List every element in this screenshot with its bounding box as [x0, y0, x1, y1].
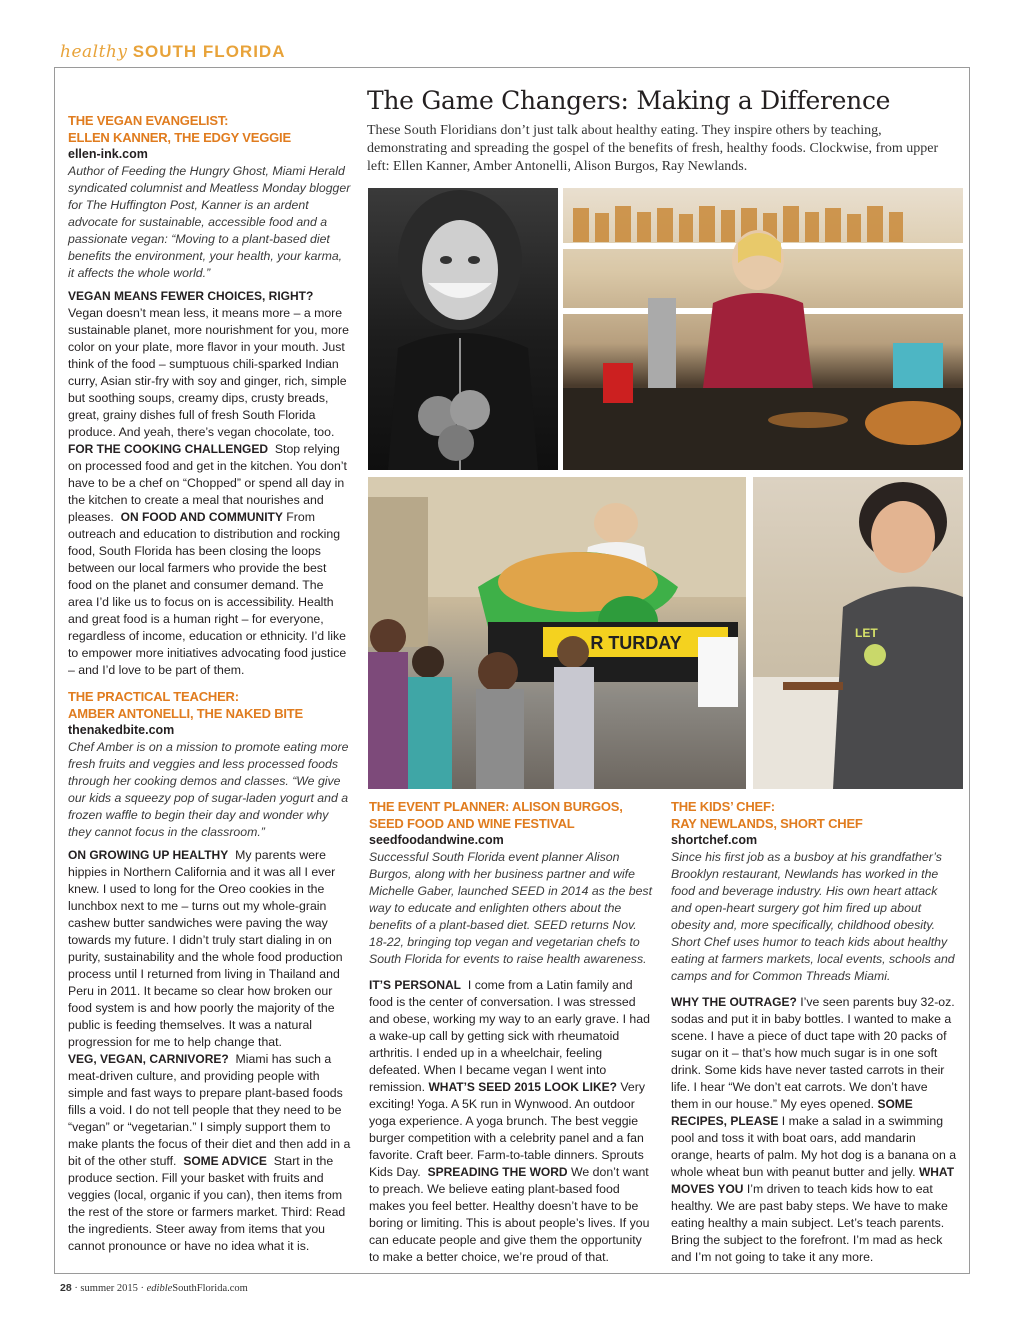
website-url: thenakedbite.com: [68, 723, 175, 737]
portrait-illustration: [368, 188, 558, 470]
footer-issue: · summer 2015 ·: [71, 1283, 147, 1294]
chef-illustration: [753, 477, 963, 789]
kicker: RAY NEWLANDS, SHORT CHEF: [671, 816, 863, 831]
answer: I make a salad in a swimming pool and toss it with boat oars, add mandarin orange, hearts of palm. My hot dog is a banana on a whole wheat bun with peanut butter and jelly.: [671, 1114, 957, 1179]
column-2: [369, 798, 654, 1266]
question-heading: SOME RECIPES, PLEASE: [671, 1097, 913, 1128]
footer-pub-italic: edible: [146, 1283, 173, 1294]
bio: Since his first job as a busboy at his grandfather’s Brooklyn restaurant, Newlands has worked in the food and beverage industry. His own heart attack and open-heart surgery got him fired up about obesity and, more specifically, childhood obesity. Short Chef uses humor to teach kids about healthy eating at farmers markets, local events, schools and camps and for Common Threads Miami.: [671, 850, 955, 983]
question-heading: SPREADING THE WORD: [427, 1165, 568, 1179]
question-heading: IT’S PERSONAL: [369, 978, 462, 992]
question-heading: SOME ADVICE: [183, 1154, 267, 1168]
answer: We don’t want to preach. We believe eating plant-based food makes you feel better. Healthy doesn’t have to be boring or limiting. This is about people’s lives. If you can educate people and give them the opportunity to make a better choice, we’re proud of that.: [369, 1165, 650, 1264]
answer: Vegan doesn’t mean less, it means more – a more sustainable planet, more nourishment for you, more color on your plate, more flavor in your mouth. Just think of the food – sumptuous chili-sparked Indian curry, Asian stir-fry with soy and ginger, rich, simple but soothing soups, creamy dips, crusty breads, great, grainy dishes full of fresh South Florida produce. And yeah, there’s vegan chocolate, too.: [68, 306, 349, 439]
section-name: SOUTH FLORIDA: [132, 42, 286, 61]
kicker: THE EVENT PLANNER: ALISON BURGOS,: [369, 799, 623, 814]
kicker: THE VEGAN EVANGELIST:: [68, 113, 229, 128]
bio: Successful South Florida event planner Alison Burgos, along with her business partner and wife Michelle Gaber, launched SEED in 2014 as the best way to educate and enlighten others about the benefits of a plant-based diet. SEED returns Nov. 18-22, bringing top vegan and vegetarian chefs to South Florida for events to raise health awareness.: [369, 850, 653, 966]
paragraph: [68, 847, 351, 1051]
section-header: [60, 42, 285, 62]
kicker: THE PRACTICAL TEACHER:: [68, 689, 239, 704]
answer: Start in the produce section. Fill your basket with fruits and veggies (local, organic if you can), then items from the rest of the store or farmers market. Third: Read the ingredients. Steer away from items that you cannot pronounce or have no idea what it is.: [68, 1154, 346, 1253]
deck: These South Floridians don’t just talk about healthy eating. They inspire others by teaching, demonstrating and spreading the gospel of the benefits of fresh, healthy foods. Clockwise, from upper left: Ellen Kanner, Amber Antonelli, Alison Burgos, Ray Newlands.: [367, 123, 939, 174]
bio: Author of Feeding the Hungry Ghost, Miami Herald syndicated columnist and Meatless Monday blogger for The Huffington Post, Kanner is an ardent advocate for sustainable, accessible food and a passionate vegan: “Moving to a plant-based diet benefits the environment, your health, your karma, it affects the whole world.”: [68, 164, 351, 280]
question-heading: FOR THE COOKING CHALLENGED: [68, 442, 268, 456]
shirt-text: LET: [855, 626, 878, 640]
column-3: [671, 798, 958, 1266]
paragraph: [671, 994, 958, 1266]
website-url: seedfoodandwine.com: [369, 833, 504, 847]
kicker: SEED FOOD AND WINE FESTIVAL: [369, 816, 575, 831]
answer: I come from a Latin family and food is the center of conversation. I was stressed and obese, working my way to an early grave. I had a wake-up call by getting sick with rheumatoid arthritis. I ended up in a wheelchair, feeling defeated. When I became vegan I went into remission.: [369, 978, 650, 1094]
question-heading: WHAT MOVES YOU: [671, 1165, 955, 1196]
answer: I’m driven to teach kids how to eat healthy. We are past baby steps. We have to make eating healthy a main subject. Let’s teach parents. Bring the subject to the forefront. I’m mad as heck and I’m not going to take it any more.: [671, 1182, 948, 1264]
question-heading: ON GROWING UP HEALTHY: [68, 848, 229, 862]
question-heading: VEGAN MEANS FEWER CHOICES, RIGHT?: [68, 289, 314, 303]
column-1: [68, 112, 351, 1255]
question-heading: VEG, VEGAN, CARNIVORE?: [68, 1052, 229, 1066]
paragraph: [68, 1051, 351, 1255]
photo-alison-burgos-event: [368, 477, 746, 789]
photo-ellen-kanner: [368, 188, 558, 470]
answer: My parents were hippies in Northern California and it was all I ever knew. I used to long for the Oreo cookies in the lunchbox next to me – turns out my whole-grain cashew butter sandwiches were paving the way towards my future. I didn’t truly start dialing in on purity, sustainability and the whole food production process until I returned from living in Thailand and Peru in 2011. It became so clear how broken our food system is and how poorly the majority of the public is feeding themselves. It was a natural progression for me to help change that.: [68, 848, 343, 1049]
page-number: 28: [60, 1282, 72, 1294]
kicker: AMBER ANTONELLI, THE NAKED BITE: [68, 706, 304, 721]
website-url: ellen-ink.com: [68, 147, 148, 161]
question-heading: WHAT’S SEED 2015 LOOK LIKE?: [428, 1080, 617, 1094]
paragraph: [369, 977, 654, 1266]
kicker: ELLEN KANNER, THE EDGY VEGGIE: [68, 130, 291, 145]
question-heading: ON FOOD AND COMMUNITY: [120, 510, 283, 524]
saturday-sign-text: R TURDAY: [590, 633, 682, 653]
answer: Stop relying on processed food and get in the kitchen. You don’t have to be a chef on “Chopped” or spend all day in the kitchen to create a meal that nourishes and pleases.: [68, 442, 347, 524]
section-prefix: healthy: [60, 42, 128, 62]
headline: The Game Changers: Making a Difference: [367, 86, 891, 115]
kicker: THE KIDS’ CHEF:: [671, 799, 775, 814]
photo-ray-newlands: [753, 477, 963, 789]
answer: Miami has such a meat-driven culture, and providing people with simple and fast ways to prepare plant-based foods fills a void. I do not tell people that they need to be “vegan” or “vegetarian.” I simply support them to make plants the focus of their diet and then add in a bit of the other stuff.: [68, 1052, 351, 1168]
event-illustration: [368, 477, 746, 789]
page-footer: [60, 1282, 248, 1294]
question-heading: WHY THE OUTRAGE?: [671, 995, 797, 1009]
answer: I’ve seen parents buy 32-oz. sodas and put it in baby bottles. I wanted to make a scene. I have a piece of duct tape with 20 packs of sugar on it – that’s how much sugar is in one soft drink. Some kids have never tasted carrots in their life. I hear “We don’t eat carrots. We don’t have them in our house.” My eyes opened.: [671, 995, 955, 1111]
website-url: shortchef.com: [671, 833, 758, 847]
answer: Very exciting! Yoga. A 5K run in Wynwood. An outdoor yoga experience. A yoga brunch. The best veggie burger competition with a celebrity panel and a fan favorite. Craft beer. Farm-to-table dinners. Sprouts Kids Day.: [369, 1080, 645, 1179]
footer-pub: SouthFlorida.com: [172, 1283, 248, 1294]
answer: From outreach and education to distribution and rocking food, South Florida has been closing the loops between our local farmers who provide the best food on the planet and consumer demand. The area I’d like us to focus on is accessibility. Health and great food is a human right – for everyone, regardless of income, education or ethnicity. I’d like to empower more initiatives advocating food justice – and I’d love to be part of them.: [68, 510, 347, 677]
bio: Chef Amber is on a mission to promote eating more fresh fruits and veggies and less processed foods through her cooking demos and classes. “We give our kids a squeezy pop of sugar-laden yogurt and a frozen waffle to begin their day and wonder why they cannot focus in the classroom.”: [68, 740, 349, 839]
paragraph: [68, 441, 351, 679]
kitchen-illustration: [563, 188, 963, 470]
photo-amber-antonelli: [563, 188, 963, 470]
